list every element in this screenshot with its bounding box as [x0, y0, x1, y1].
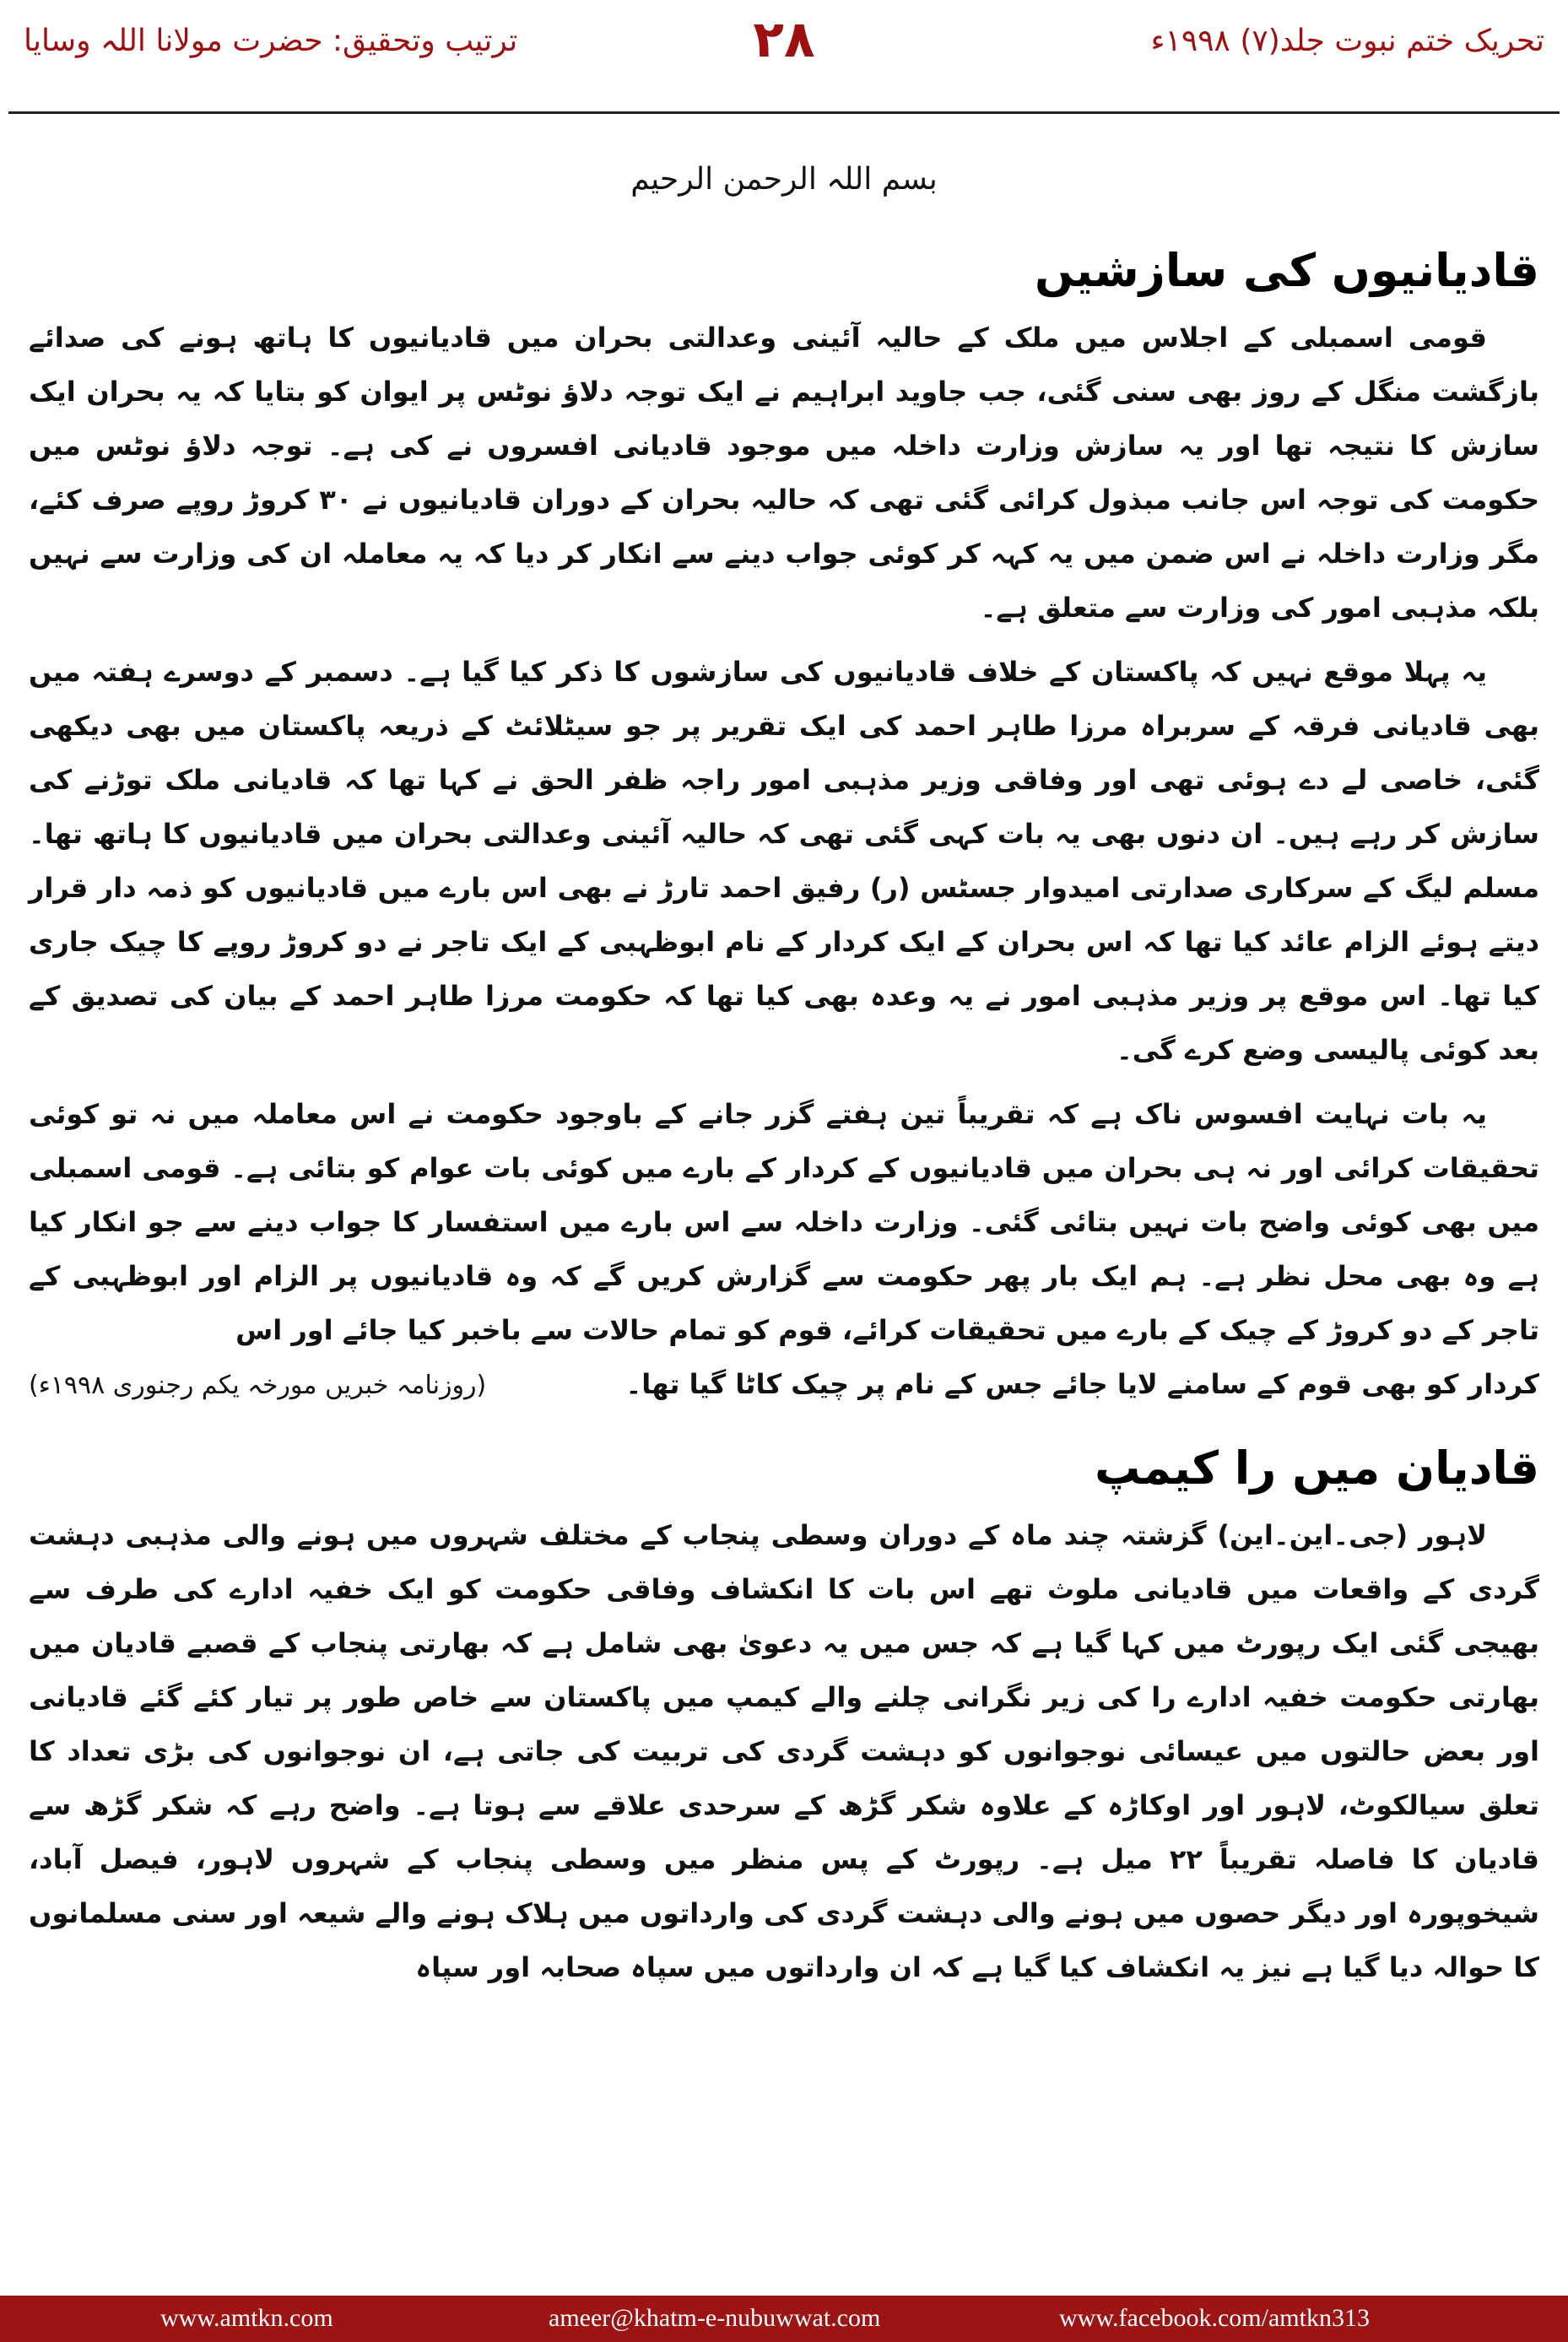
- footer-website-link[interactable]: www.amtkn.com: [160, 2304, 333, 2332]
- closing-line: [29, 1357, 1539, 1411]
- section-qadiani-conspiracies: [29, 241, 1539, 1411]
- page-number: ۲۸: [753, 10, 815, 69]
- page-header: [0, 0, 1568, 135]
- paragraph: یہ بات نہایت افسوس ناک ہے کہ تقریباً تین ہفتے گزر جانے کے باوجود حکومت نے اس معاملہ میں نہ تو کوئی تحقیقات کرائی اور نہ ہی بحران میں قادیانیوں کے کردار کے بارے میں کوئی بات عوام کو بتائی ہے۔ قومی اسمبلی میں بھی کوئی واضح بات نہیں بتائی گئی۔ وزارت داخلہ سے اس بارے میں استفسار کا جواب دینے سے جو انکار کیا ہے وہ بھی محل نظر ہے۔ ہم ایک بار پھر حکومت سے گزارش کریں گے کہ وہ قادیانیوں پر الزام اور ابوظہبی کے تاجر کے دو کروڑ کے چیک کے بارے میں تحقیقات کرائے، قوم کو تمام حالات سے باخبر کیا جائے اور اس: [29, 1097, 1539, 1346]
- paragraph: قومی اسمبلی کے اجلاس میں ملک کے حالیہ آئینی وعدالتی بحران میں قادیانیوں کا ہاتھ ہونے کی صدائے بازگشت منگل کے روز بھی سنی گئی، جب جاوید ابراہیم نے ایک توجہ دلاؤ نوٹس پر ایوان کو بتایا کہ یہ بحران ایک سازش کا نتیجہ تھا اور یہ سازش وزارت داخلہ میں موجود قادیانی افسروں نے کی ہے۔ توجہ دلاؤ نوٹس میں حکومت کی توجہ اس جانب مبذول کرائی گئی تھی کہ حالیہ بحران کے دوران قادیانیوں نے ۳۰ کروڑ روپے صرف کئے، مگر وزارت داخلہ نے اس ضمن میں یہ کہہ کر کوئی جواب دینے سے انکار کر دیا کہ یہ معاملہ ان کی وزارت سے نہیں بلکہ مذہبی امور کی وزارت سے متعلق ہے۔: [29, 321, 1539, 624]
- source-citation: (روزنامہ خبریں مورخہ یکم رجنوری ۱۹۹۸ء): [29, 1370, 487, 1400]
- section-qadian-raw-camp: [29, 1438, 1539, 1994]
- footer-email-link[interactable]: ameer@khatm-e-nubuwwat.com: [549, 2304, 881, 2332]
- section-heading: قادیانیوں کی سازشیں: [1034, 244, 1539, 297]
- page-footer: [0, 2296, 1568, 2342]
- header-compiler: ترتیب وتحقیق: حضرت مولانا اللہ وسایا: [24, 24, 518, 58]
- section-heading: قادیان میں را کیمپ: [1095, 1441, 1539, 1495]
- header-divider: [8, 111, 1560, 114]
- paragraph: لاہور (جی۔این۔این) گزشتہ چند ماہ کے دوران وسطی پنجاب کے مختلف شہروں میں ہونے والی مذہبی دہشت گردی کے واقعات میں قادیانی ملوث تھے اس بات کا انکشاف وفاقی حکومت کو ایک خفیہ ادارے کی طرف سے بھیجی گئی ایک رپورٹ میں کہا گیا ہے کہ جس میں یہ دعویٰ بھی شامل ہے کہ بھارتی پنجاب کے قصبے قادیان میں بھارتی حکومت خفیہ ادارے را کی زیر نگرانی چلنے والے کیمپ میں پاکستان سے خاص طور پر تیار کئے گئے قادیانی اور بعض حالتوں میں عیسائی نوجوانوں کو دہشت گردی کی تربیت کی جاتی ہے، ان نوجوانوں کی بڑی تعداد کا تعلق سیالکوٹ، لاہور اور اوکاڑہ کے علاوہ شکر گڑھ کے سرحدی علاقے سے ہوتا ہے۔ واضح رہے کہ شکر گڑھ سے قادیان کا فاصلہ تقریباً ۲۲ میل ہے۔ رپورٹ کے پس منظر میں وسطی پنجاب کے شہروں لاہور، فیصل آباد، شیخوپورہ اور دیگر حصوں میں ہونے والی دہشت گردی کی وارداتوں میں ہلاک ہونے والے شیعہ اور سنی مسلمانوں کا حوالہ دیا گیا ہے نیز یہ انکشاف کیا گیا ہے کہ ان وارداتوں میں سپاہ صحابہ اور سپاہ: [29, 1518, 1540, 1983]
- footer-facebook-link[interactable]: www.facebook.com/amtkn313: [1059, 2304, 1370, 2332]
- bismillah: بسم اللہ الرحمن الرحیم: [630, 162, 938, 197]
- paragraph-last-line: کردار کو بھی قوم کے سامنے لایا جائے جس کے نام پر چیک کاٹا گیا تھا۔: [625, 1367, 1539, 1400]
- header-book-title: تحریک ختم نبوت جلد(۷) ۱۹۹۸ء: [1150, 24, 1544, 58]
- article-body: [29, 241, 1539, 2004]
- paragraph: یہ پہلا موقع نہیں کہ پاکستان کے خلاف قادیانیوں کی سازشوں کا ذکر کیا گیا ہے۔ دسمبر کے دوسرے ہفتہ میں بھی قادیانی فرقہ کے سربراہ مرزا طاہر احمد کی ایک تقریر پر جو سیٹلائٹ کے ذریعہ پاکستان میں بھی دیکھی گئی، خاصی لے دے ہوئی تھی اور وفاقی وزیر مذہبی امور راجہ ظفر الحق نے کہا تھا کہ قادیانی ملک توڑنے کی سازش کر رہے ہیں۔ ان دنوں بھی یہ بات کہی گئی تھی کہ حالیہ آئینی وعدالتی بحران میں قادیانیوں کا ہاتھ تھا۔ مسلم لیگ کے سرکاری صدارتی امیدوار جسٹس (ر) رفیق احمد تارڑ نے بھی اس بارے میں قادیانیوں کو ذمہ دار قرار دیتے ہوئے الزام عائد کیا تھا کہ اس بحران کے ایک کردار کے نام ابوظہبی کے ایک تاجر نے دو کروڑ روپے کا چیک جاری کیا تھا۔ اس موقع پر وزیر مذہبی امور نے یہ وعدہ بھی کیا تھا کہ حکومت مرزا طاہر احمد کے بیان کی تصدیق کے بعد کوئی پالیسی وضع کرے گی۔: [29, 655, 1539, 1066]
